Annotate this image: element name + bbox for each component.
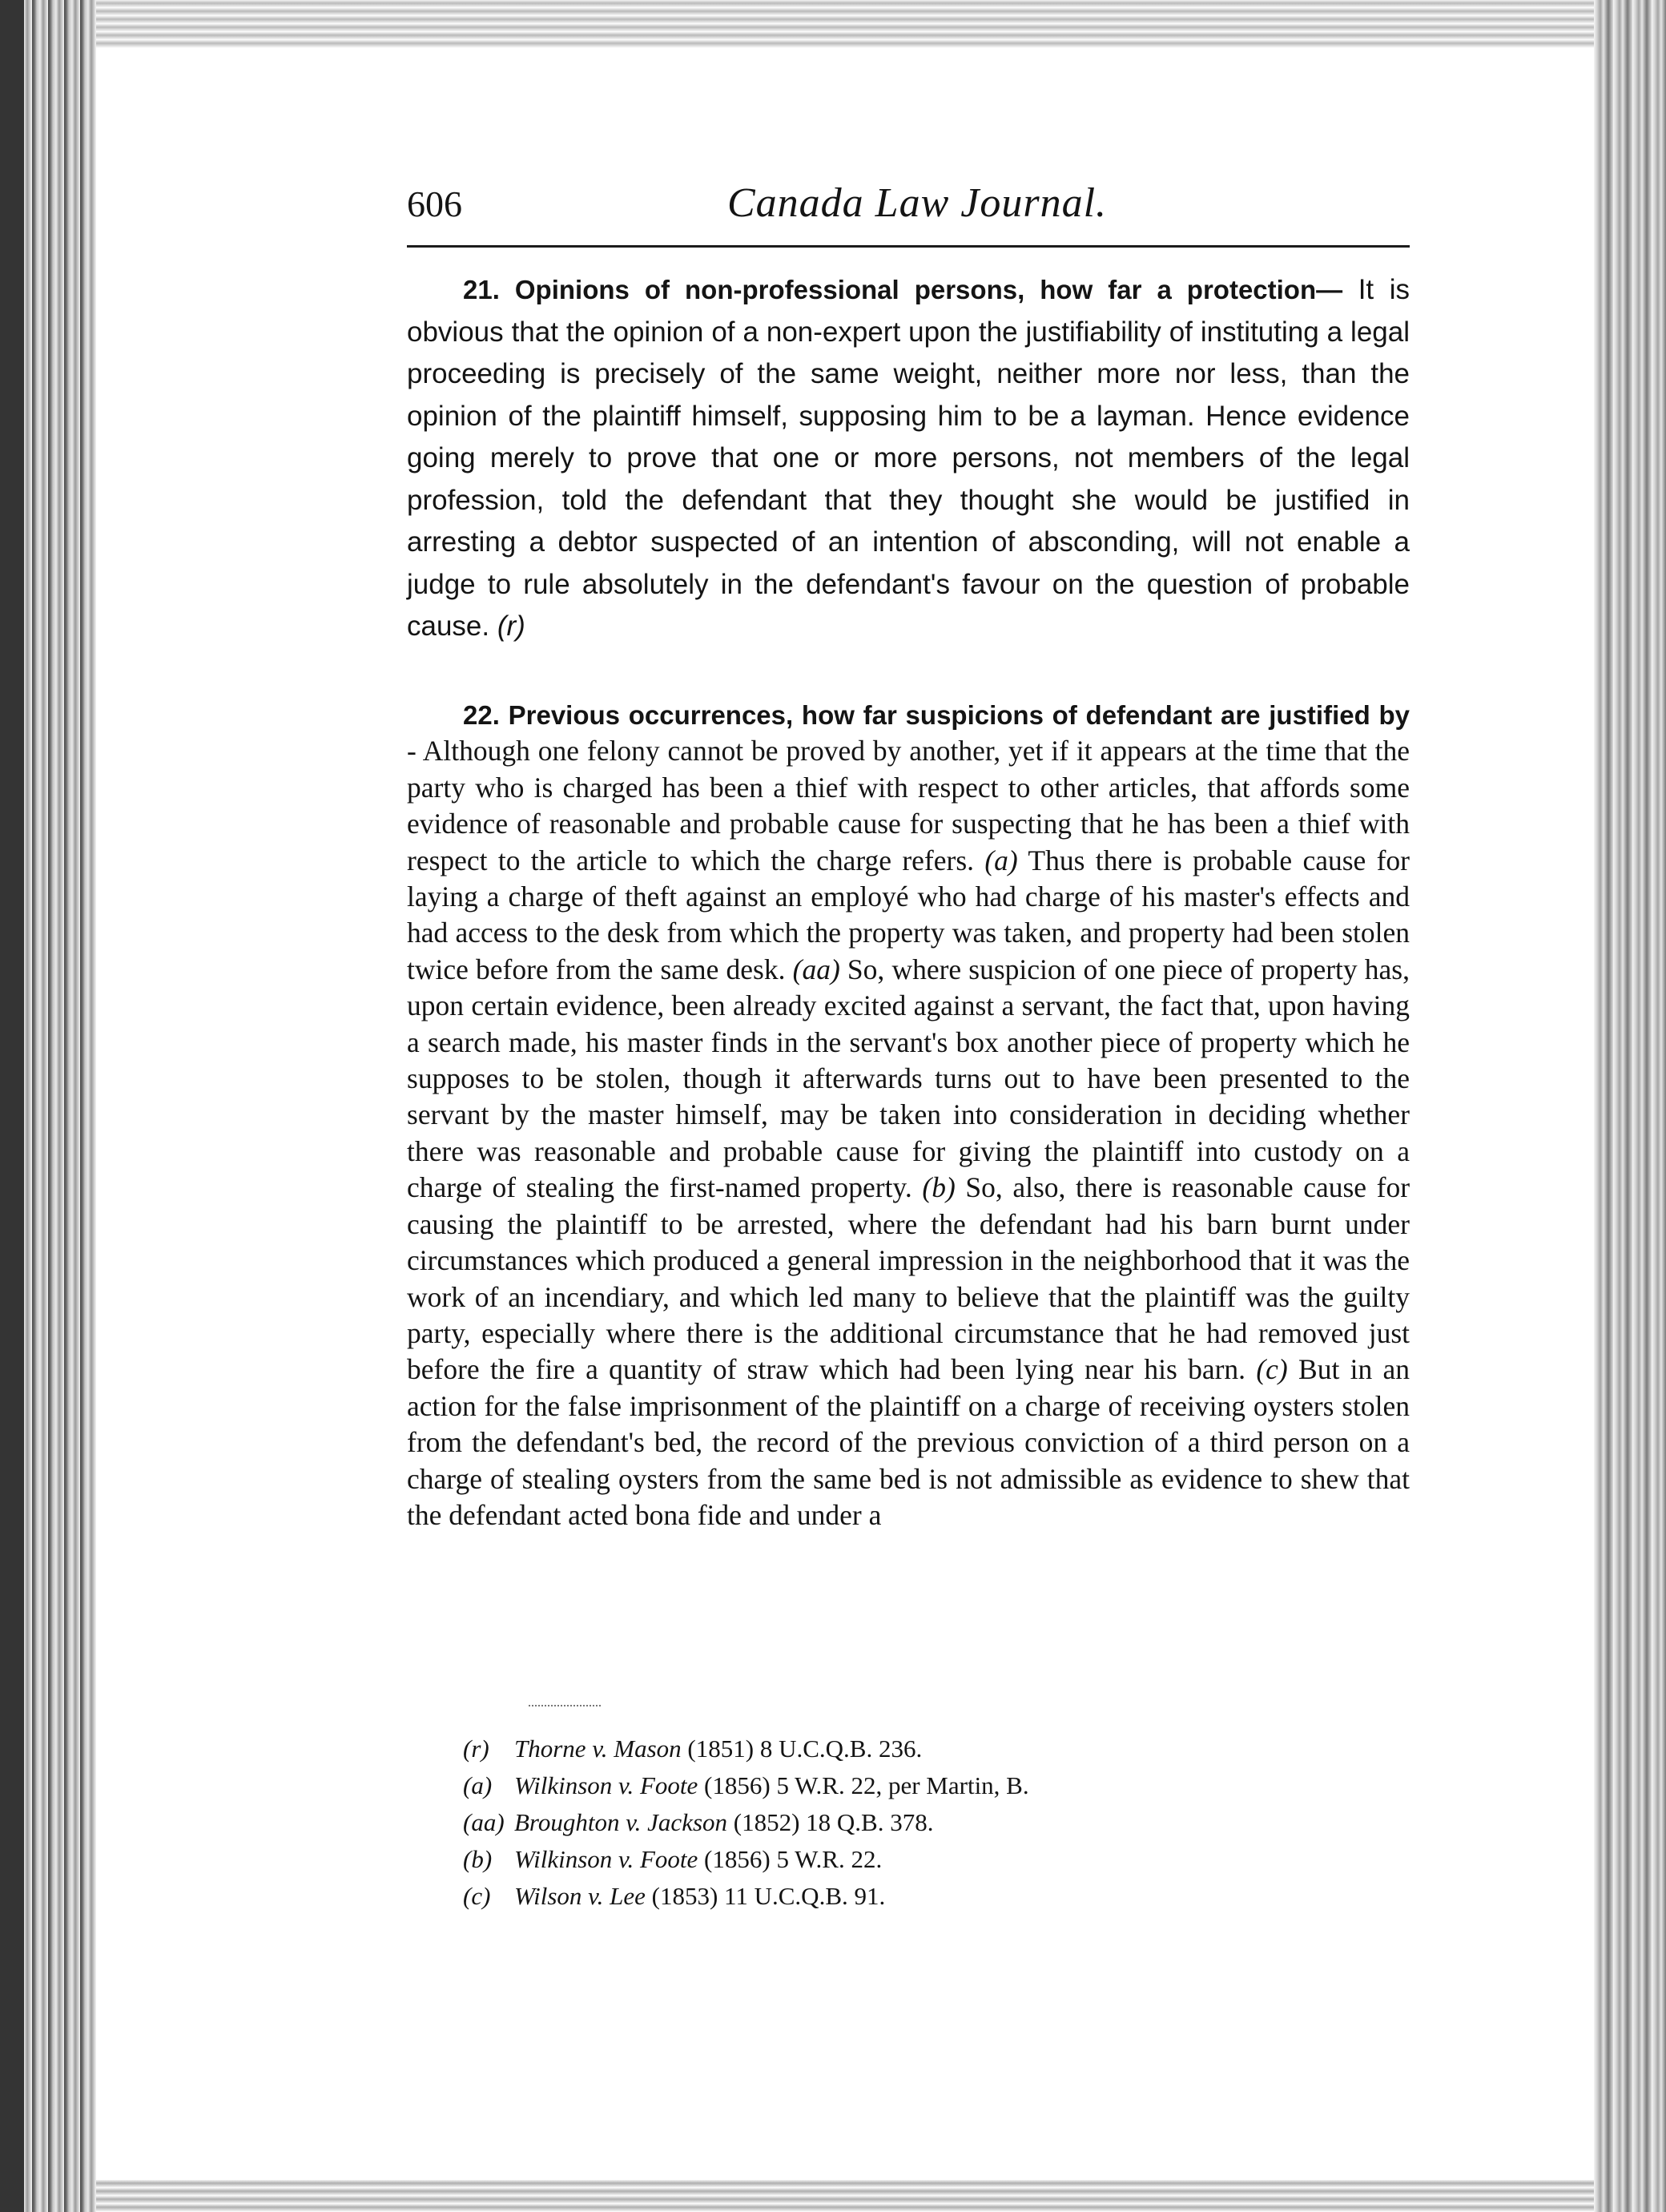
header-rule — [407, 245, 1410, 248]
scan-border-left — [0, 0, 96, 2212]
footnote-separator — [529, 1705, 601, 1706]
section-22-text-2: Thus there is probable cause for laying a charge of theft against an employé who had charge of his master's effects and had access to the desk from which the property was taken, and property had been stolen twice before from the same desk. — [407, 844, 1410, 985]
footnote-mark: (c) — [463, 1882, 491, 1910]
footnote-item — [463, 1767, 1410, 1804]
footnote-item — [463, 1731, 1410, 1767]
footnote-citation: (1853) 11 U.C.Q.B. 91. — [651, 1882, 886, 1910]
footnote-mark: (r) — [463, 1735, 489, 1763]
scan-border-right — [1594, 0, 1666, 2212]
footnote-citation: (1856) 5 W.R. 22. — [704, 1845, 883, 1873]
footnote-mark: (aa) — [463, 1808, 505, 1836]
footnote-ref-b: (b) — [922, 1171, 956, 1204]
footnote-case: Broughton v. Jackson — [514, 1808, 728, 1836]
section-22 — [407, 697, 1410, 1533]
section-21-heading: 21. Opinions of non-professional persons, how far a protection— — [463, 275, 1343, 304]
footnote-citation: (1852) 18 Q.B. 378. — [733, 1808, 934, 1836]
footnote-citation: (1851) 8 U.C.Q.B. 236. — [687, 1735, 923, 1763]
footnote-mark: (b) — [463, 1845, 493, 1873]
footnote-ref-a: (a) — [984, 844, 1018, 876]
section-21-body: It is obvious that the opinion of a non-expert upon the justifiability of instituting a legal proceeding is precisely of the same weight, neither more nor less, than the opinion of the plaintiff himself, supposing him to be a layman. Hence evidence going merely to prove that one or more persons, not members of the legal profession, told the defendant that they thought she would be justified in arresting a debtor suspected of an intention of absconding, will not enable a judge to rule absolutely in the defendant's favour on the question of probable cause. — [407, 274, 1410, 642]
footnote-ref-aa: (aa) — [792, 953, 840, 985]
section-22-heading: 22. Previous occurrences, how far suspicions of defendant are justified by — [463, 700, 1410, 730]
section-22-text-4: So, also, there is reasonable cause for causing the plaintiff to be arrested, where the defendant had his barn burnt under circumstances which produced a general impression in the neighborhood that it was the work of an incendiary, and which led many to believe that the plaintiff was the guilty party, especially where there is the additional circumstance that he had removed just before the fire a quantity of straw which had been lying near his barn. — [407, 1171, 1410, 1386]
footnote-item — [463, 1804, 1410, 1841]
scan-border-top — [96, 0, 1594, 48]
section-21 — [407, 269, 1410, 648]
footnote-mark: (a) — [463, 1771, 493, 1799]
footnotes — [463, 1731, 1410, 1915]
footnote-case: Wilson v. Lee — [514, 1882, 646, 1910]
scan-border-bottom — [96, 2180, 1594, 2212]
section-22-text-5: But in an action for the false imprisonment of the plaintiff on a charge of receiving oysters stolen from the defendant's bed, the record of the previous conviction of a third person on a charge of stealing oysters from the same bed is not admissible as evidence to shew that the defendant acted bona fide and under a — [407, 1353, 1410, 1531]
footnote-case: Wilkinson v. Foote — [514, 1845, 698, 1873]
footnote-item — [463, 1878, 1410, 1915]
section-22-text-1: - Although one felony cannot be proved by another, yet if it appears at the time that the party who is charged has been a thief with respect to other articles, that affords some evidence of reasonable and probable cause for suspecting that he has been a thief with respect to the article to which the charge refers. — [407, 735, 1410, 876]
section-22-text-3: So, where suspicion of one piece of property has, upon certain evidence, been already excited against a servant, the fact that, upon having a search made, his master finds in the servant's box another piece of property which he supposes to be stolen, though it afterwards turns out to have been presented to the servant by the master himself, may be taken into consideration in deciding whether there was reasonable and probable cause for giving the plaintiff into custody on a charge of stealing the first-named property. — [407, 953, 1410, 1204]
footnote-ref-r: (r) — [497, 610, 525, 642]
footnote-item — [463, 1841, 1410, 1878]
footnote-citation: (1856) 5 W.R. 22, per Martin, B. — [704, 1771, 1029, 1799]
footnote-case: Thorne v. Mason — [514, 1735, 682, 1763]
section-21-paragraph — [407, 269, 1410, 648]
page-header — [407, 176, 1410, 232]
footnote-ref-c: (c) — [1256, 1353, 1288, 1386]
page-number: 606 — [407, 183, 462, 224]
footnote-case: Wilkinson v. Foote — [514, 1771, 698, 1799]
section-22-paragraph — [407, 697, 1410, 1533]
journal-title: Canada Law Journal. — [727, 180, 1108, 226]
